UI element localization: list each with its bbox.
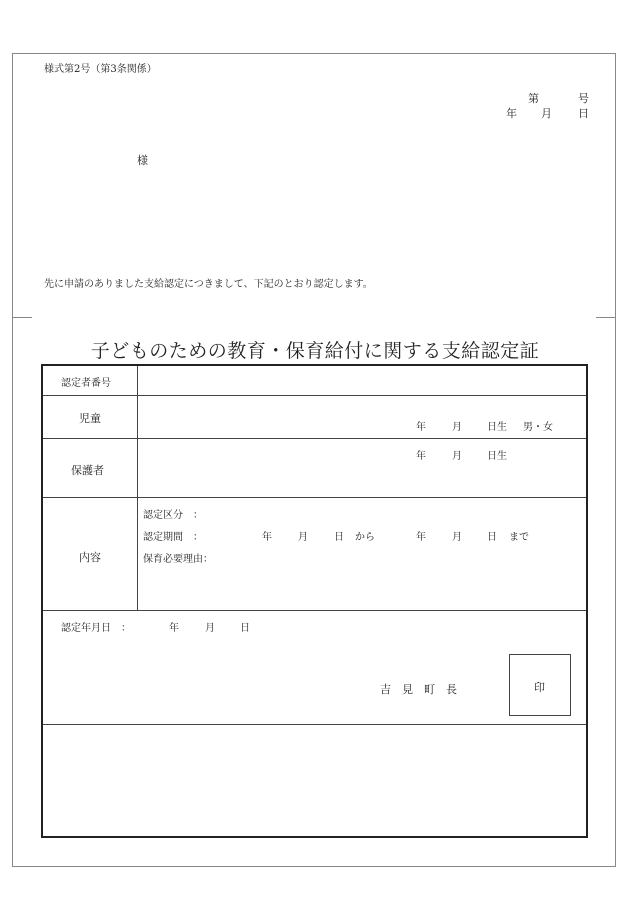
period-end-year: 年: [416, 532, 426, 543]
period-start-year: 年: [262, 532, 272, 543]
child-birth-day: 日生: [487, 422, 507, 433]
form-number: 様式第2号（第3条関係）: [44, 64, 157, 75]
issue-date-month: 月: [541, 107, 552, 120]
period-end-month: 月: [452, 532, 462, 543]
seal-box: [509, 654, 571, 716]
doc-no-suffix: 号: [578, 92, 589, 105]
child-gender: 男・女: [523, 422, 553, 433]
recipient-suffix: 様: [137, 154, 148, 167]
cert-date-year: 年: [169, 623, 179, 634]
guardian-birth-year: 年: [416, 451, 426, 462]
period-to: まで: [509, 532, 529, 543]
child-birth-year: 年: [416, 422, 426, 433]
issue-date-day: 日: [578, 107, 589, 120]
label-column-divider: [137, 366, 138, 610]
category-label: 認定区分 ：: [143, 510, 203, 521]
row-divider: [43, 497, 586, 498]
reason-label: 保育必要理由：: [143, 554, 213, 565]
document-title: 子どものための教育・保育給付に関する支給認定証: [90, 340, 540, 362]
fold-mark-right: [596, 317, 616, 318]
cert-date-label: 認定年月日 ：: [61, 623, 131, 634]
child-birth-month: 月: [452, 422, 462, 433]
certificate-table: [41, 364, 588, 838]
child-label: 児童: [79, 412, 101, 425]
cert-date-day: 日: [240, 623, 250, 634]
issue-date-year: 年: [506, 107, 517, 120]
mayor-title: 吉 見 町 長: [380, 683, 457, 696]
doc-no-prefix: 第: [528, 92, 539, 105]
fold-mark-left: [12, 317, 32, 318]
period-label: 認定期間 ：: [143, 532, 203, 543]
period-end-day: 日: [487, 532, 497, 543]
content-label: 内容: [79, 551, 101, 564]
row-divider: [43, 438, 586, 439]
guardian-birth-day: 日生: [487, 451, 507, 462]
guardian-birth-month: 月: [452, 451, 462, 462]
row-divider: [43, 395, 586, 396]
cert-date-month: 月: [205, 623, 215, 634]
intro-text: 先に申請のありました支給認定につきまして、下記のとおり認定します。: [44, 279, 373, 290]
period-start-month: 月: [298, 532, 308, 543]
cert-no-label: 認定者番号: [61, 378, 111, 389]
row-divider: [43, 610, 586, 611]
seal-mark: 印: [534, 681, 545, 694]
guardian-label: 保護者: [71, 464, 104, 477]
row-divider: [43, 724, 586, 725]
period-from: から: [355, 532, 375, 543]
period-start-day: 日: [334, 532, 344, 543]
